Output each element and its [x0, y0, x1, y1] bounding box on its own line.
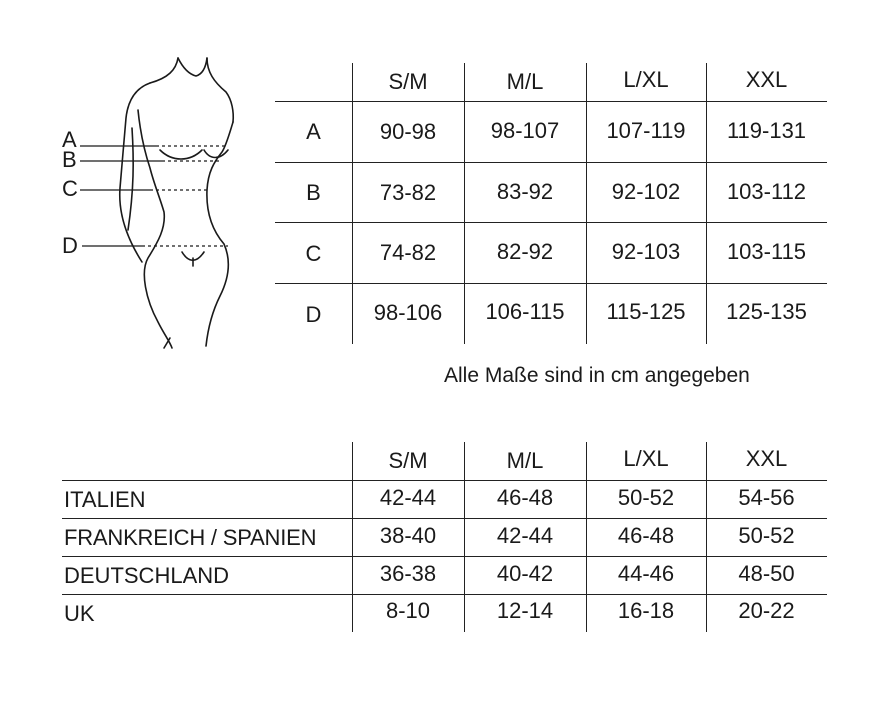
row-label-uk: UK — [64, 601, 95, 626]
table-cell: 106-115 — [485, 299, 565, 324]
column-header-xxl: XXL — [745, 67, 788, 92]
row-label-a: A — [306, 119, 321, 144]
table-cell: 42-44 — [496, 523, 554, 548]
table-cell: 20-22 — [738, 598, 795, 623]
table-cell: 42-44 — [379, 485, 437, 510]
column-header-l-xl: L/XL — [623, 446, 669, 471]
table-cell: 8-10 — [385, 598, 431, 623]
table-cell: 92-103 — [611, 239, 681, 264]
table-cell: 54-56 — [738, 485, 795, 510]
table-cell: 44-46 — [617, 561, 675, 586]
table-cell: 82-92 — [496, 239, 554, 264]
column-header-xxl: XXL — [745, 446, 788, 471]
table-cell: 98-106 — [373, 300, 443, 325]
row-label-frankreich-spanien: FRANKREICH / SPANIEN — [64, 525, 317, 550]
column-header-s-m: S/M — [388, 69, 428, 94]
table-cell: 40-42 — [496, 561, 554, 586]
marker-d: D — [62, 233, 78, 258]
marker-c: C — [62, 176, 78, 201]
table-cell: 107-119 — [606, 118, 686, 143]
column-header-m-l: M/L — [506, 448, 544, 473]
table-cell: 36-38 — [379, 561, 437, 586]
table-cell: 115-125 — [606, 299, 686, 324]
table-cell: 125-135 — [726, 299, 807, 324]
table-cell: 50-52 — [617, 485, 675, 510]
row-label-italien: ITALIEN — [64, 487, 146, 512]
table-cell: 12-14 — [496, 598, 554, 623]
table-cell: 73-82 — [379, 180, 437, 205]
table-cell: 92-102 — [611, 179, 681, 204]
table-cell: 46-48 — [496, 485, 554, 510]
table-cell: 48-50 — [738, 561, 795, 586]
table-cell: 103-112 — [726, 179, 807, 204]
table-cell: 119-131 — [726, 118, 807, 143]
table-cell: 98-107 — [490, 118, 560, 143]
marker-a: A — [62, 127, 77, 152]
column-header-s-m: S/M — [388, 448, 428, 473]
units-note: Alle Maße sind in cm angegeben — [444, 364, 750, 387]
marker-b: B — [62, 147, 77, 172]
row-label-b: B — [306, 180, 321, 205]
table-cell: 83-92 — [496, 179, 554, 204]
table-cell: 103-115 — [726, 239, 807, 264]
table-cell: 50-52 — [738, 523, 795, 548]
table-cell: 38-40 — [379, 523, 437, 548]
column-header-m-l: M/L — [506, 69, 544, 94]
row-label-deutschland: DEUTSCHLAND — [64, 563, 230, 588]
table-cell: 90-98 — [379, 119, 437, 144]
table-cell: 16-18 — [617, 598, 675, 623]
column-header-l-xl: L/XL — [623, 67, 669, 92]
table-cell: 74-82 — [379, 240, 437, 265]
table-cell: 46-48 — [617, 523, 675, 548]
row-label-c: C — [305, 241, 322, 266]
row-label-d: D — [305, 302, 322, 327]
